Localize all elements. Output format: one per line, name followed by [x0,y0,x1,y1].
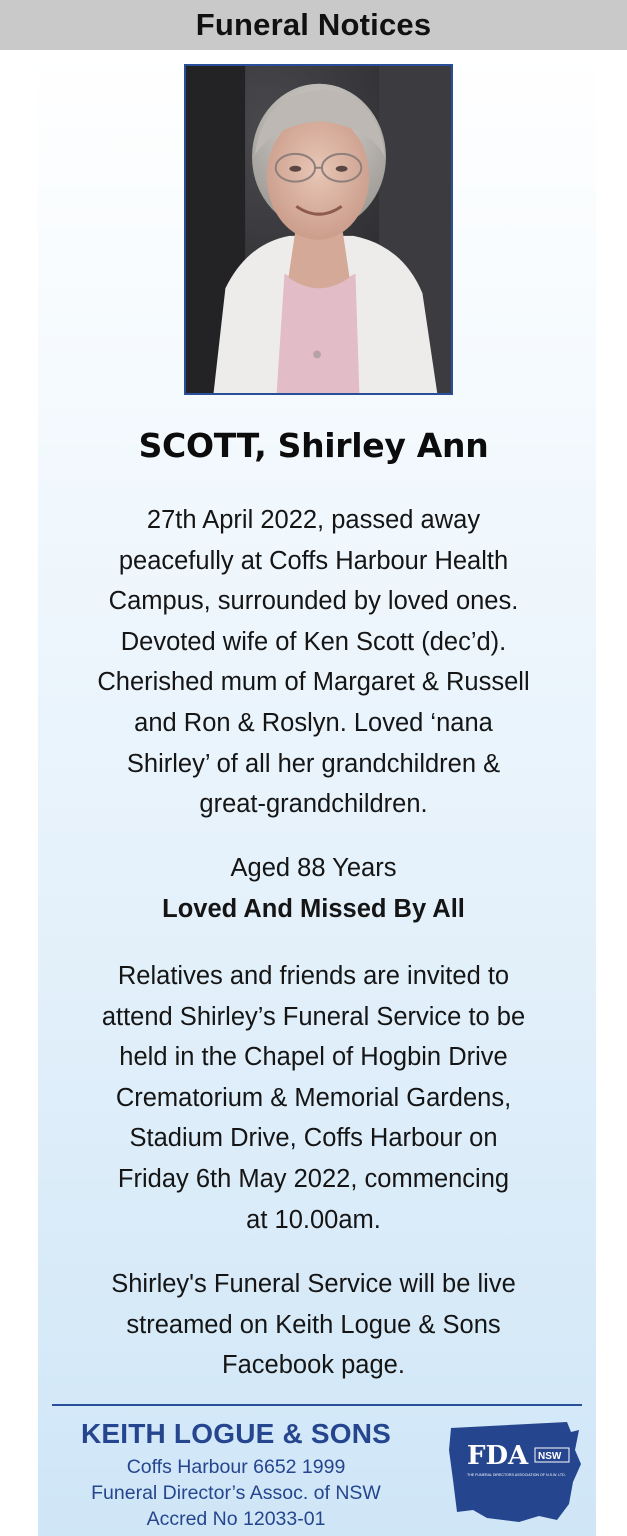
paragraph-line: Relatives and friends are invited to [117,962,510,990]
paragraph-line: Stadium Drive, Coffs Harbour on [129,1124,498,1153]
funeral-director-phone: Coffs Harbour 6652 1999 [126,1456,346,1478]
funeral-director-association: Funeral Director’s Assoc. of NSW [91,1482,381,1504]
paragraph-line: streamed on Keith Logue & Sons [126,1310,501,1339]
paragraph-line: great-grandchildren. [199,790,428,819]
funeral-director-name: KEITH LOGUE & SONS [80,1418,392,1449]
fda-logo-text: FDA [467,1441,529,1471]
funeral-director-accreditation: Accred No 12033-01 [146,1508,326,1530]
death-details-paragraph [0,500,627,825]
livestream-paragraph [0,1264,627,1386]
portrait-image [186,66,451,393]
paragraph-line: held in the Chapel of Hogbin Drive [119,1043,508,1072]
header-title: Funeral Notices [195,7,432,42]
fda-logo-state: NSW [538,1451,562,1462]
portrait-photo [184,64,453,395]
page-header [0,0,627,50]
paragraph-line: Facebook page. [222,1351,405,1380]
paragraph-line: Shirley's Funeral Service will be live [111,1270,516,1298]
paragraph-line: attend Shirley’s Funeral Service to be [101,1002,526,1031]
age-text: Aged 88 Years [230,854,397,882]
paragraph-line: Friday 6th May 2022, commencing [117,1164,510,1193]
paragraph-line: Shirley’ of all her grandchildren & [126,749,501,778]
tribute-text: Loved And Missed By All [162,894,465,923]
service-details-paragraph [0,956,627,1240]
fda-logo-graphic [447,1420,583,1524]
paragraph-line: at 10.00am. [246,1205,381,1234]
paragraph-line: peacefully at Coffs Harbour Health [118,546,509,575]
paragraph-line: and Ron & Roslyn. Loved ‘nana [134,708,493,737]
paragraph-line: Devoted wife of Ken Scott (dec’d). [120,627,507,656]
paragraph-line: Cherished mum of Margaret & Russell [97,668,530,697]
paragraph-line: Campus, surrounded by loved ones. [108,587,519,616]
deceased-name: SCOTT, Shirley Ann [138,426,489,465]
paragraph-line: Crematorium & Memorial Gardens, [115,1083,512,1112]
paragraph-line: 27th April 2022, passed away [146,506,481,534]
footer-divider [52,1404,582,1406]
fda-logo-fine-print: THE FUNERAL DIRECTORS ASSOCIATION OF N.S.W. LTD. [467,1473,566,1477]
age-block [0,848,627,929]
fda-nsw-logo [447,1420,583,1524]
